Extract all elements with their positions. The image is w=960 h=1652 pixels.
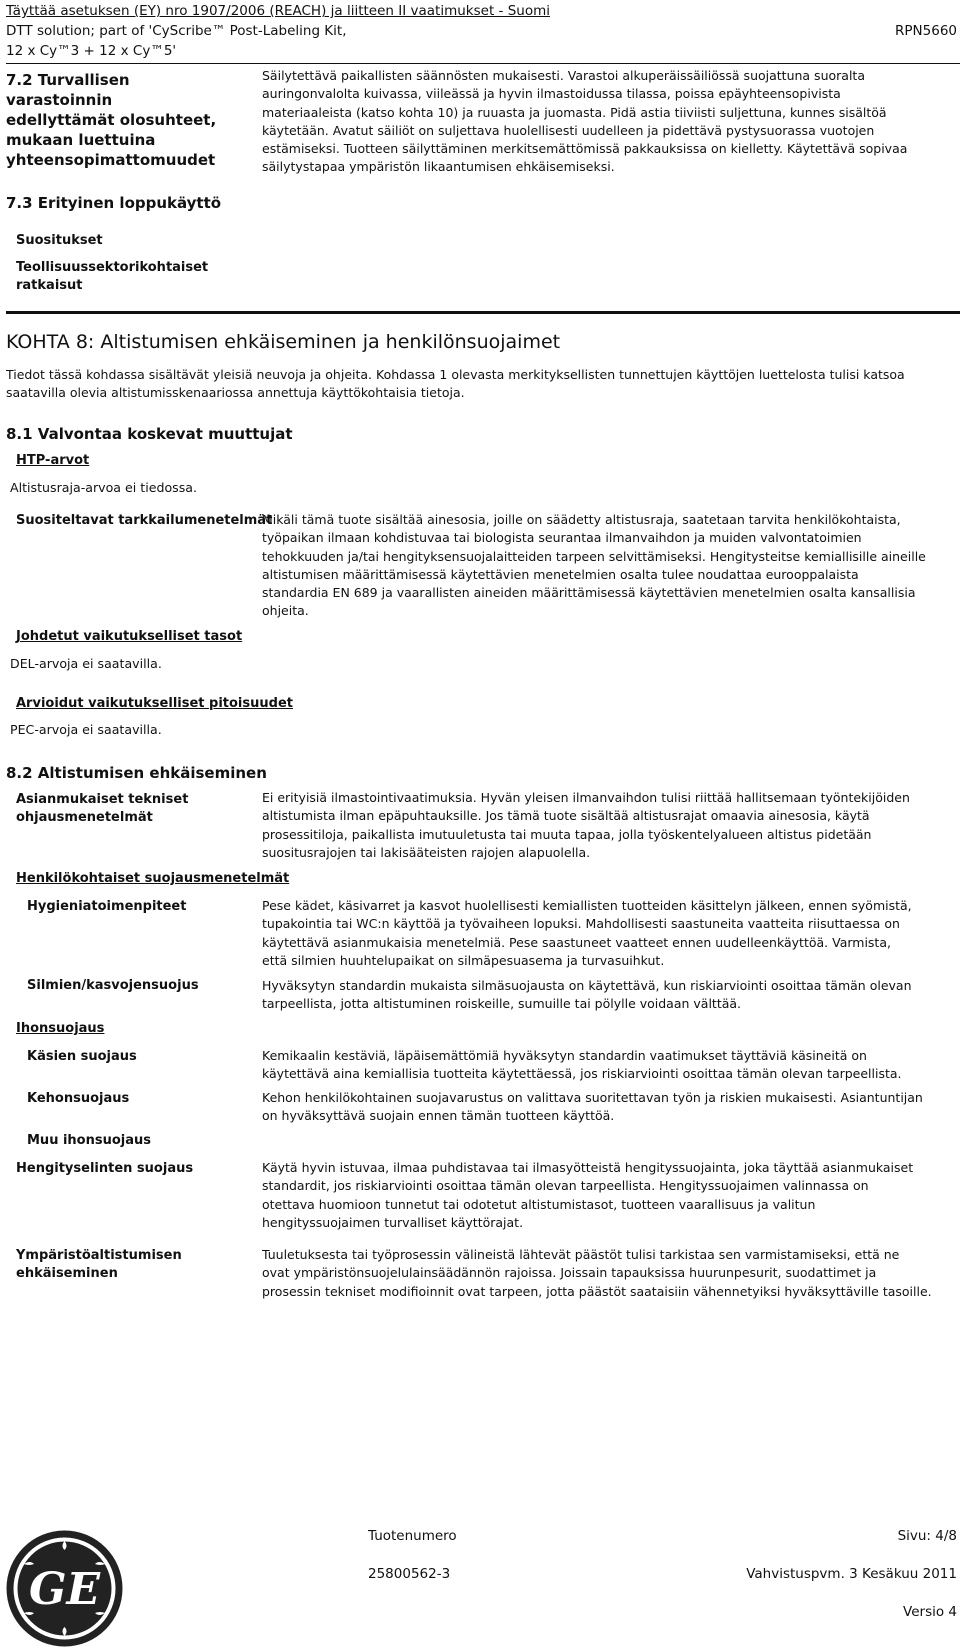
skin-protection-label: Ihonsuojaus	[16, 1021, 105, 1036]
section-8-intro: Tiedot tässä kohdassa sisältävät yleisiä neuvoja ja ohjeita. Kohdassa 1 olevasta merkityksellisten tunnettujen käyttöjen luettelosta tulisi katsoa saatavilla olevia altistumisskenaariossa annettuja käyttökohtaisia tietoja.	[6, 367, 905, 401]
engineering-text: Ei erityisiä ilmastointivaatimuksia. Hyvän yleisen ilmanvaihdon tulisi riittää hallitsemaan työntekijöiden altistumista ilman epäpuhtauksille. Jos tämä tuote sisältää altistusrajat omaavia ainesosia, käytä prosessitiloja, paikallista imutuuletusta tai muuta tapaa, jolla työskentelyalueen altistus pidetään suositusrajojen tai lakisääteisten rajojen alapuolella.	[262, 790, 910, 860]
section-7-3-heading: 7.3 Erityinen loppukäyttö	[6, 194, 222, 212]
environmental-exposure-text: Tuuletuksesta tai työprosessin välineistä lähtevät päästöt tulisi tarkistaa sen varmistamiseksi, että ne ovat ympäristönsuojelulainsäädännön rajoissa. Joissain tapauksissa huurunpesurit, suodattimet ja prosessin tekniset modifioinnit ovat tarpeen, jotta päästöt saataisiin vähennetyiksi hyväksyttäville tasoille.	[262, 1247, 932, 1299]
product-code: RPN5660	[895, 23, 957, 39]
recommendations-label: Suositukset	[16, 233, 103, 248]
engineering-label: Asianmukaiset tekniset ohjausmenetelmät	[16, 792, 189, 825]
ge-monogram-icon	[4, 1528, 125, 1649]
section-8-title: KOHTA 8: Altistumisen ehkäiseminen ja henkilönsuojaimet	[6, 331, 561, 353]
section-7-2-heading: 7.2 Turvallisen varastoinnin edellyttämät olosuhteet, mukaan luettuina yhteensopimattomuudet	[6, 71, 217, 169]
svg-text:GE: GE	[28, 1564, 101, 1615]
personal-protection-label: Henkilökohtaiset suojausmenetelmät	[16, 871, 290, 886]
other-skin-protection-label: Muu ihonsuojaus	[27, 1133, 152, 1148]
body-protection-label: Kehonsuojaus	[27, 1091, 130, 1106]
eye-protection-text: Hyväksytyn standardin mukaista silmäsuojausta on käytettävä, kun riskiarviointi osoittaa tämän olevan tarpeellista, jotta altistuminen roiskeille, sumuille tai pölylle voidaan välttää.	[262, 978, 912, 1012]
product-number: 25800562-3	[368, 1566, 451, 1582]
industry-solutions-label: Teollisuussektorikohtaiset ratkaisut	[16, 260, 209, 293]
hygiene-text: Pese kädet, käsivarret ja kasvot huolellisesti kemiallisten tuotteiden käsittelyn jälkeen, ennen syömistä, tupakointia tai WC:n käyttöä ja työvaiheen lopuksi. Mahdollisesti saastuneita vaatteita riisuttaessa on käytettävä asianmukaisia menetelmiä. Pese saastuneet vaatteet ennen uudelleenkäyttöä. Varmista, että silmien huuhtelupaikat on silmäpesuasema ja turvasuihkut.	[262, 898, 912, 968]
monitoring-label: Suositeltavat tarkkailumenetelmät	[16, 513, 273, 528]
product-name-line2: 12 x Cy™3 + 12 x Cy™5'	[6, 43, 177, 59]
page-number: Sivu: 4/8	[897, 1528, 957, 1544]
product-number-label: Tuotenumero	[368, 1528, 457, 1544]
revision-date: Vahvistuspvm. 3 Kesäkuu 2011	[746, 1566, 957, 1582]
del-text: DEL-arvoja ei saatavilla.	[10, 656, 162, 671]
environmental-exposure-label: Ympäristöaltistumisen ehkäiseminen	[16, 1248, 182, 1281]
htp-text: Altistusraja-arvoa ei tiedossa.	[10, 480, 197, 495]
respiratory-protection-label: Hengityselinten suojaus	[16, 1161, 194, 1176]
header-divider	[6, 63, 960, 64]
ge-logo	[4, 1528, 125, 1649]
body-protection-text: Kehon henkilökohtainen suojavarustus on valittava suoritettavan työn ja riskien mukaisesti. Asiantuntijan on hyväksyttävä suojain ennen tämän tuotteen käyttöä.	[262, 1090, 923, 1124]
regulation-header[interactable]: Täyttää asetuksen (EY) nro 1907/2006 (REACH) ja liitteen II vaatimukset - Suomi	[6, 3, 550, 19]
hygiene-label: Hygieniatoimenpiteet	[27, 899, 187, 914]
section-8-2-heading: 8.2 Altistumisen ehkäiseminen	[6, 764, 267, 782]
respiratory-protection-text: Käytä hyvin istuvaa, ilmaa puhdistavaa tai ilmasyötteistä hengityssuojainta, joka täyttää asianmukaiset standardit, jos riskiarviointi osoittaa tämän olevan tarpeellista. Hengityssuojaimen valinnassa on otettava huomioon tunnetut tai odotetut altistumistasot, tuotteen vaarallisuus ja valitun hengityssuojaimen turvalliset käyttörajat.	[262, 1160, 914, 1230]
monitoring-text: Mikäli tämä tuote sisältää ainesosia, joille on säädetty altistusraja, saatetaan tarvita henkilökohtaista, työpaikan ilmaan kohdistuvaa tai biologista seurantaa ilmanvaihdon ja muiden valvontatoimien tehokkuuden ja/tai hengityksensuojalaitteiden tarpeen selvittämiseksi. Hengitysteitse kemiallisille aineille altistumisen määrittämisessä käytettävien menetelmien osalta tulee noudattaa eurooppalaista standardia EN 689 ja vaarallisten aineiden määrittämisessä käytettävien menetelmien osalta kansallisia ohjeita.	[262, 512, 926, 619]
section-7-2-text: Säilytettävä paikallisten säännösten mukaisesti. Varastoi alkuperäissäiliössä suojattuna suoralta auringonvalolta kuivassa, viileässä ja hyvin ilmastoidussa tilassa, poissa epäyhteensopivista materiaaleista (katso kohta 10) ja ruuasta ja juomasta. Pidä astia tiiviisti suljettuna, kunnes sisältöä käytetään. Avatut säiliöt on suljettava huolellisesti uudelleen ja pidettävä pystysuorassa vuotojen estämiseksi. Tuotteen säilyttäminen merkitsemättömissä pakkauksissa on kielletty. Käytettävä sopivaa säilytystapaa ympäristön likaantumisen ehkäisemiseksi.	[262, 68, 908, 175]
eye-protection-label: Silmien/kasvojensuojus	[27, 978, 199, 993]
hand-protection-text: Kemikaalin kestäviä, läpäisemättömiä hyväksytyn standardin vaatimukset täyttäviä käsineitä on käytettävä aina kemiallisia tuotteita käytettäessä, jos riskiarviointi osoittaa tämän olevan tarpeellista.	[262, 1048, 902, 1082]
htp-label: HTP-arvot	[16, 453, 90, 468]
hand-protection-label: Käsien suojaus	[27, 1049, 137, 1064]
version: Versio 4	[903, 1604, 957, 1620]
pec-label: Arvioidut vaikutukselliset pitoisuudet	[16, 696, 293, 711]
del-label: Johdetut vaikutukselliset tasot	[16, 629, 243, 644]
section-divider	[6, 311, 960, 314]
section-8-1-heading: 8.1 Valvontaa koskevat muuttujat	[6, 425, 293, 443]
product-name-line1: DTT solution; part of 'CyScribe™ Post-Labeling Kit,	[6, 23, 347, 39]
pec-text: PEC-arvoja ei saatavilla.	[10, 722, 162, 737]
